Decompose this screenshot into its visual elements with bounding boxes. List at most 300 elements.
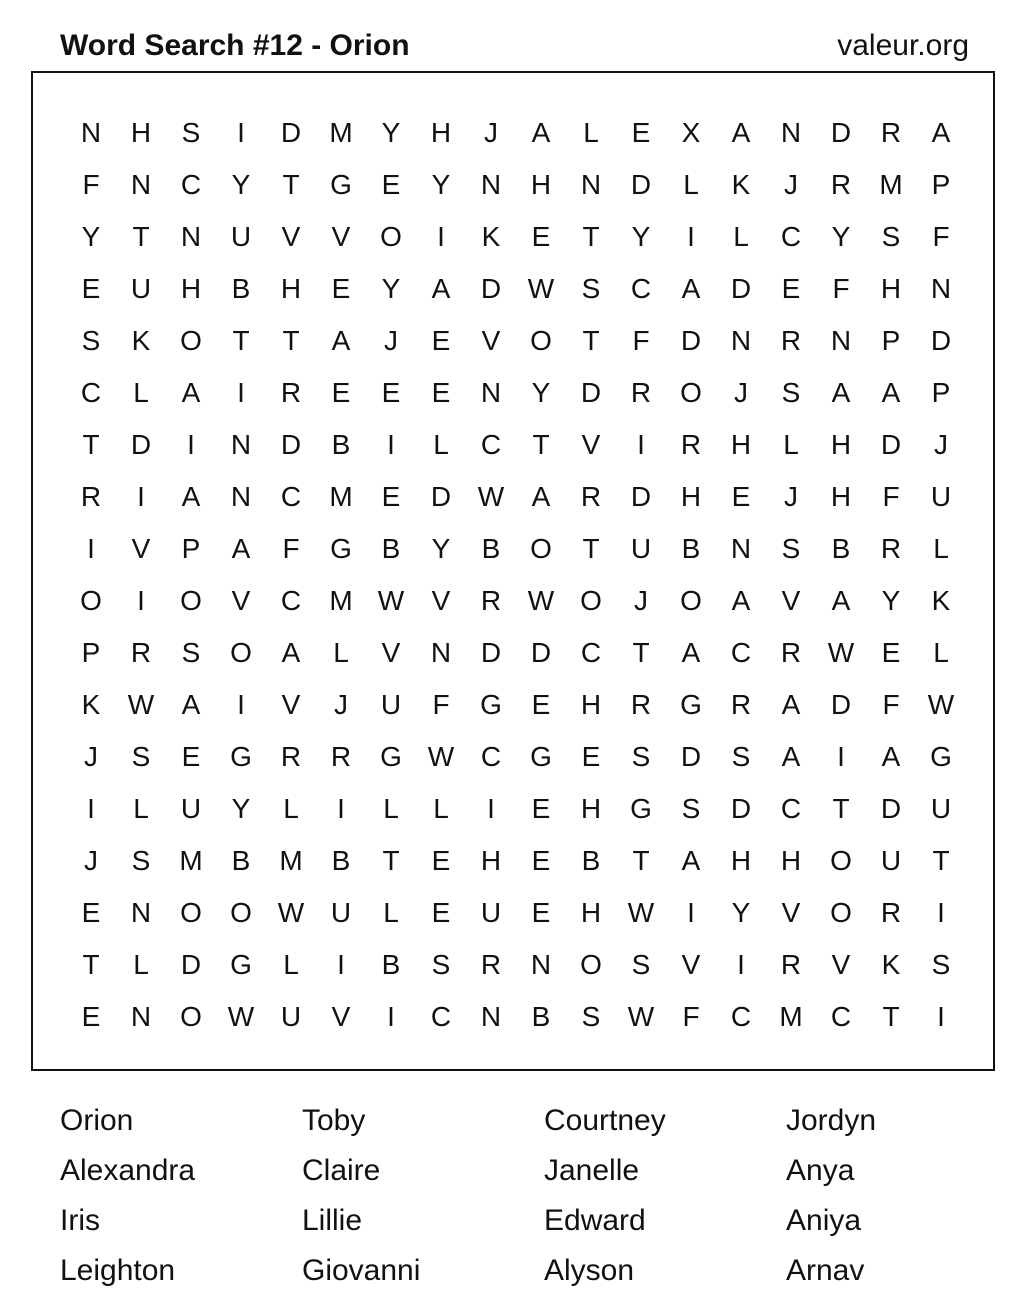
grid-letter: D xyxy=(880,793,902,824)
grid-letter: N xyxy=(730,325,752,356)
word-list-item: Arnav xyxy=(786,1254,865,1287)
grid-letter: J xyxy=(784,481,798,512)
puzzle-border xyxy=(31,71,995,1071)
grid-letter: R xyxy=(880,897,902,928)
grid-letter: F xyxy=(882,689,900,720)
word-list xyxy=(60,1096,986,1296)
grid-letter: W xyxy=(227,1001,255,1032)
grid-letter: L xyxy=(783,429,799,460)
grid-letter: S xyxy=(681,793,701,824)
grid-letter: U xyxy=(280,1001,302,1032)
grid-letter: D xyxy=(730,793,752,824)
grid-letter: A xyxy=(831,377,851,408)
grid-letter: J xyxy=(784,169,798,200)
grid-letter: M xyxy=(779,1001,803,1032)
grid-letter: H xyxy=(280,273,302,304)
grid-letter: B xyxy=(331,845,351,876)
grid-letter: J xyxy=(634,585,648,616)
grid-letter: G xyxy=(230,949,252,980)
grid-letter: C xyxy=(830,1001,852,1032)
grid-letter: R xyxy=(780,637,802,668)
grid-letter: R xyxy=(280,741,302,772)
grid-letter: R xyxy=(280,377,302,408)
grid-letter: M xyxy=(179,845,203,876)
grid-letter: D xyxy=(180,949,202,980)
grid-letter: C xyxy=(480,429,502,460)
grid-letter: Y xyxy=(381,273,401,304)
grid-letter: E xyxy=(531,897,551,928)
grid-letter: P xyxy=(881,325,901,356)
grid-letter: E xyxy=(531,689,551,720)
grid-letter: B xyxy=(481,533,501,564)
grid-letter: I xyxy=(237,689,245,720)
grid-letter: D xyxy=(280,429,302,460)
grid-letter: W xyxy=(377,585,405,616)
grid-letter: B xyxy=(381,949,401,980)
grid-letter: S xyxy=(581,273,601,304)
grid-letter: D xyxy=(830,117,852,148)
grid-letter: G xyxy=(380,741,402,772)
grid-letter: A xyxy=(181,689,201,720)
grid-letter: N xyxy=(480,377,502,408)
grid-letter: U xyxy=(130,273,152,304)
grid-letter: A xyxy=(431,273,451,304)
grid-letter: V xyxy=(281,689,301,720)
grid-letter: D xyxy=(930,325,952,356)
grid-letter: I xyxy=(87,793,95,824)
grid-letter: E xyxy=(81,1001,101,1032)
grid-letter: A xyxy=(681,845,701,876)
grid-letter: N xyxy=(80,117,102,148)
grid-letter: S xyxy=(131,741,151,772)
grid-letter: O xyxy=(580,949,602,980)
grid-letter: A xyxy=(931,117,951,148)
grid-letter: X xyxy=(681,117,701,148)
grid-letter: N xyxy=(530,949,552,980)
grid-letter: M xyxy=(879,169,903,200)
grid-letter: O xyxy=(680,377,702,408)
grid-letter: A xyxy=(881,377,901,408)
grid-letter: J xyxy=(934,429,948,460)
grid-letter: U xyxy=(180,793,202,824)
grid-letter: O xyxy=(830,897,852,928)
grid-letter: I xyxy=(137,585,145,616)
grid-letter: D xyxy=(830,689,852,720)
grid-letter: D xyxy=(580,377,602,408)
grid-letter: W xyxy=(627,897,655,928)
grid-letter: H xyxy=(580,689,602,720)
grid-letter: B xyxy=(231,845,251,876)
grid-letter: D xyxy=(880,429,902,460)
grid-letter: O xyxy=(230,637,252,668)
word-list-item: Aniya xyxy=(786,1204,862,1237)
grid-letter: O xyxy=(180,585,202,616)
grid-letter: H xyxy=(830,429,852,460)
grid-letter: U xyxy=(880,845,902,876)
grid-letter: W xyxy=(277,897,305,928)
grid-letter: U xyxy=(630,533,652,564)
grid-letter: S xyxy=(581,1001,601,1032)
grid-letter: S xyxy=(131,845,151,876)
grid-letter: T xyxy=(232,325,250,356)
grid-letter: L xyxy=(933,637,949,668)
grid-letter: T xyxy=(282,325,300,356)
grid-letter: E xyxy=(81,273,101,304)
grid-letter: O xyxy=(530,533,552,564)
grid-letter: R xyxy=(480,585,502,616)
grid-letter: H xyxy=(430,117,452,148)
grid-letter: T xyxy=(632,845,650,876)
grid-letter: E xyxy=(81,897,101,928)
grid-letter: T xyxy=(382,845,400,876)
grid-letter: I xyxy=(187,429,195,460)
grid-letter: R xyxy=(330,741,352,772)
word-list-item: Toby xyxy=(302,1104,366,1137)
grid-letter: J xyxy=(484,117,498,148)
grid-letter: V xyxy=(131,533,151,564)
grid-letter: L xyxy=(333,637,349,668)
grid-letter: L xyxy=(383,793,399,824)
grid-letter: N xyxy=(130,897,152,928)
grid-letter: S xyxy=(881,221,901,252)
grid-letter: U xyxy=(930,793,952,824)
grid-letter: A xyxy=(731,585,751,616)
grid-letter: S xyxy=(631,741,651,772)
letter-grid xyxy=(66,107,966,1043)
grid-letter: C xyxy=(280,585,302,616)
grid-letter: J xyxy=(84,741,98,772)
grid-letter: N xyxy=(830,325,852,356)
grid-letter: W xyxy=(427,741,455,772)
grid-letter: E xyxy=(631,117,651,148)
word-list-item: Alexandra xyxy=(60,1154,196,1187)
grid-letter: I xyxy=(487,793,495,824)
grid-letter: R xyxy=(780,325,802,356)
grid-letter: E xyxy=(781,273,801,304)
grid-letter: F xyxy=(832,273,850,304)
grid-letter: T xyxy=(82,429,100,460)
grid-letter: B xyxy=(331,429,351,460)
grid-letter: F xyxy=(282,533,300,564)
grid-letter: E xyxy=(331,273,351,304)
grid-letter: T xyxy=(832,793,850,824)
grid-letter: F xyxy=(432,689,450,720)
grid-letter: A xyxy=(681,273,701,304)
grid-letter: T xyxy=(532,429,550,460)
grid-letter: C xyxy=(280,481,302,512)
grid-letter: L xyxy=(133,377,149,408)
grid-letter: E xyxy=(381,377,401,408)
grid-letter: T xyxy=(582,325,600,356)
grid-letter: H xyxy=(580,897,602,928)
grid-letter: H xyxy=(880,273,902,304)
word-list-item: Claire xyxy=(302,1154,381,1187)
grid-letter: F xyxy=(682,1001,700,1032)
grid-letter: I xyxy=(687,897,695,928)
grid-letter: I xyxy=(237,117,245,148)
grid-letter: D xyxy=(530,637,552,668)
grid-letter: U xyxy=(480,897,502,928)
grid-letter: Y xyxy=(431,533,451,564)
grid-letter: E xyxy=(381,481,401,512)
grid-letter: K xyxy=(731,169,751,200)
grid-letter: W xyxy=(127,689,155,720)
grid-letter: P xyxy=(181,533,201,564)
word-list-item: Leighton xyxy=(60,1254,176,1287)
grid-letter: D xyxy=(480,273,502,304)
grid-letter: V xyxy=(331,221,351,252)
word-list-item: Lillie xyxy=(302,1204,363,1237)
grid-letter: G xyxy=(230,741,252,772)
grid-letter: H xyxy=(680,481,702,512)
grid-letter: C xyxy=(580,637,602,668)
grid-letter: P xyxy=(81,637,101,668)
grid-letter: A xyxy=(281,637,301,668)
grid-letter: E xyxy=(431,377,451,408)
grid-letter: G xyxy=(680,689,702,720)
grid-letter: F xyxy=(882,481,900,512)
grid-letter: C xyxy=(480,741,502,772)
grid-letter: N xyxy=(130,169,152,200)
grid-letter: D xyxy=(630,481,652,512)
grid-letter: M xyxy=(279,845,303,876)
grid-letter: K xyxy=(81,689,101,720)
grid-letter: Y xyxy=(431,169,451,200)
grid-letter: O xyxy=(180,325,202,356)
grid-letter: Y xyxy=(631,221,651,252)
grid-letter: A xyxy=(331,325,351,356)
grid-letter: G xyxy=(480,689,502,720)
grid-letter: S xyxy=(431,949,451,980)
page-title: Word Search #12 - Orion xyxy=(60,29,410,62)
grid-letter: E xyxy=(531,845,551,876)
grid-letter: S xyxy=(781,377,801,408)
grid-letter: T xyxy=(932,845,950,876)
grid-letter: R xyxy=(80,481,102,512)
grid-letter: B xyxy=(381,533,401,564)
grid-letter: N xyxy=(230,481,252,512)
grid-letter: O xyxy=(580,585,602,616)
grid-letter: L xyxy=(733,221,749,252)
grid-letter: N xyxy=(780,117,802,148)
grid-letter: Y xyxy=(231,169,251,200)
grid-letter: A xyxy=(781,741,801,772)
grid-letter: Y xyxy=(881,585,901,616)
grid-letter: B xyxy=(231,273,251,304)
grid-letter: N xyxy=(480,1001,502,1032)
grid-letter: I xyxy=(937,897,945,928)
grid-letter: S xyxy=(781,533,801,564)
grid-letter: D xyxy=(480,637,502,668)
word-list-item: Edward xyxy=(544,1204,646,1237)
grid-letter: D xyxy=(130,429,152,460)
grid-letter: S xyxy=(81,325,101,356)
grid-letter: R xyxy=(730,689,752,720)
grid-letter: E xyxy=(531,221,551,252)
grid-letter: D xyxy=(680,325,702,356)
grid-letter: S xyxy=(181,117,201,148)
grid-letter: O xyxy=(180,897,202,928)
word-list-item: Jordyn xyxy=(786,1104,877,1137)
grid-letter: H xyxy=(830,481,852,512)
grid-letter: K xyxy=(931,585,951,616)
grid-letter: D xyxy=(680,741,702,772)
grid-letter: S xyxy=(731,741,751,772)
grid-letter: V xyxy=(281,221,301,252)
grid-letter: K xyxy=(881,949,901,980)
grid-letter: I xyxy=(437,221,445,252)
grid-letter: V xyxy=(481,325,501,356)
grid-letter: U xyxy=(230,221,252,252)
grid-letter: H xyxy=(180,273,202,304)
grid-letter: N xyxy=(930,273,952,304)
grid-letter: J xyxy=(84,845,98,876)
grid-letter: U xyxy=(380,689,402,720)
grid-letter: A xyxy=(181,481,201,512)
grid-letter: A xyxy=(731,117,751,148)
word-list-item: Courtney xyxy=(544,1104,666,1137)
grid-letter: A xyxy=(831,585,851,616)
grid-letter: W xyxy=(827,637,855,668)
grid-letter: V xyxy=(831,949,851,980)
grid-letter: O xyxy=(830,845,852,876)
grid-letter: O xyxy=(680,585,702,616)
grid-letter: I xyxy=(837,741,845,772)
grid-letter: K xyxy=(131,325,151,356)
grid-letter: M xyxy=(329,585,353,616)
grid-letter: E xyxy=(881,637,901,668)
grid-letter: I xyxy=(137,481,145,512)
grid-letter: V xyxy=(231,585,251,616)
grid-letter: D xyxy=(730,273,752,304)
grid-letter: I xyxy=(337,949,345,980)
grid-letter: C xyxy=(780,793,802,824)
grid-letter: E xyxy=(181,741,201,772)
grid-letter: C xyxy=(180,169,202,200)
grid-letter: L xyxy=(283,793,299,824)
word-list-item: Orion xyxy=(60,1104,134,1137)
grid-letter: J xyxy=(384,325,398,356)
grid-letter: R xyxy=(680,429,702,460)
grid-letter: A xyxy=(881,741,901,772)
grid-letter: A xyxy=(231,533,251,564)
grid-letter: J xyxy=(334,689,348,720)
grid-letter: T xyxy=(632,637,650,668)
grid-letter: V xyxy=(331,1001,351,1032)
grid-letter: N xyxy=(180,221,202,252)
grid-letter: I xyxy=(637,429,645,460)
grid-letter: L xyxy=(133,793,149,824)
grid-letter: R xyxy=(880,533,902,564)
grid-letter: B xyxy=(681,533,701,564)
grid-letter: A xyxy=(531,481,551,512)
grid-letter: Y xyxy=(81,221,101,252)
grid-letter: C xyxy=(730,637,752,668)
grid-letter: C xyxy=(80,377,102,408)
grid-letter: T xyxy=(582,533,600,564)
grid-letter: N xyxy=(230,429,252,460)
grid-letter: Y xyxy=(381,117,401,148)
grid-letter: H xyxy=(130,117,152,148)
grid-letter: L xyxy=(383,897,399,928)
grid-letter: A xyxy=(781,689,801,720)
grid-letter: E xyxy=(331,377,351,408)
grid-letter: I xyxy=(687,221,695,252)
grid-letter: T xyxy=(582,221,600,252)
grid-letter: T xyxy=(82,949,100,980)
word-list-item: Alyson xyxy=(544,1254,635,1287)
grid-letter: E xyxy=(731,481,751,512)
grid-letter: Y xyxy=(731,897,751,928)
grid-letter: E xyxy=(431,897,451,928)
grid-letter: H xyxy=(530,169,552,200)
grid-letter: R xyxy=(630,689,652,720)
grid-letter: L xyxy=(583,117,599,148)
grid-letter: S xyxy=(181,637,201,668)
grid-letter: C xyxy=(780,221,802,252)
grid-letter: W xyxy=(527,585,555,616)
grid-letter: N xyxy=(580,169,602,200)
word-list-item: Giovanni xyxy=(302,1254,421,1287)
grid-letter: Y xyxy=(831,221,851,252)
grid-letter: L xyxy=(683,169,699,200)
grid-letter: R xyxy=(630,377,652,408)
grid-letter: W xyxy=(627,1001,655,1032)
grid-letter: O xyxy=(530,325,552,356)
grid-letter: N xyxy=(480,169,502,200)
grid-letter: E xyxy=(431,845,451,876)
grid-letter: L xyxy=(933,533,949,564)
grid-letter: V xyxy=(681,949,701,980)
grid-letter: H xyxy=(730,429,752,460)
grid-letter: I xyxy=(87,533,95,564)
grid-letter: V xyxy=(781,585,801,616)
grid-letter: V xyxy=(431,585,451,616)
grid-letter: O xyxy=(80,585,102,616)
grid-letter: E xyxy=(431,325,451,356)
grid-letter: A xyxy=(531,117,551,148)
grid-letter: U xyxy=(330,897,352,928)
grid-letter: H xyxy=(780,845,802,876)
grid-letter: C xyxy=(630,273,652,304)
grid-letter: B xyxy=(531,1001,551,1032)
grid-letter: O xyxy=(380,221,402,252)
grid-letter: A xyxy=(181,377,201,408)
grid-letter: S xyxy=(631,949,651,980)
grid-letter: O xyxy=(180,1001,202,1032)
grid-letter: D xyxy=(280,117,302,148)
grid-letter: V xyxy=(781,897,801,928)
grid-letter: W xyxy=(527,273,555,304)
grid-letter: E xyxy=(381,169,401,200)
grid-letter: T xyxy=(282,169,300,200)
grid-letter: V xyxy=(581,429,601,460)
grid-letter: R xyxy=(480,949,502,980)
grid-letter: D xyxy=(430,481,452,512)
grid-letter: H xyxy=(580,793,602,824)
grid-letter: T xyxy=(132,221,150,252)
grid-letter: T xyxy=(882,1001,900,1032)
grid-letter: V xyxy=(381,637,401,668)
grid-letter: G xyxy=(630,793,652,824)
grid-letter: J xyxy=(734,377,748,408)
grid-letter: G xyxy=(330,533,352,564)
grid-letter: H xyxy=(730,845,752,876)
grid-letter: I xyxy=(937,1001,945,1032)
grid-letter: S xyxy=(931,949,951,980)
grid-letter: I xyxy=(237,377,245,408)
grid-letter: I xyxy=(337,793,345,824)
